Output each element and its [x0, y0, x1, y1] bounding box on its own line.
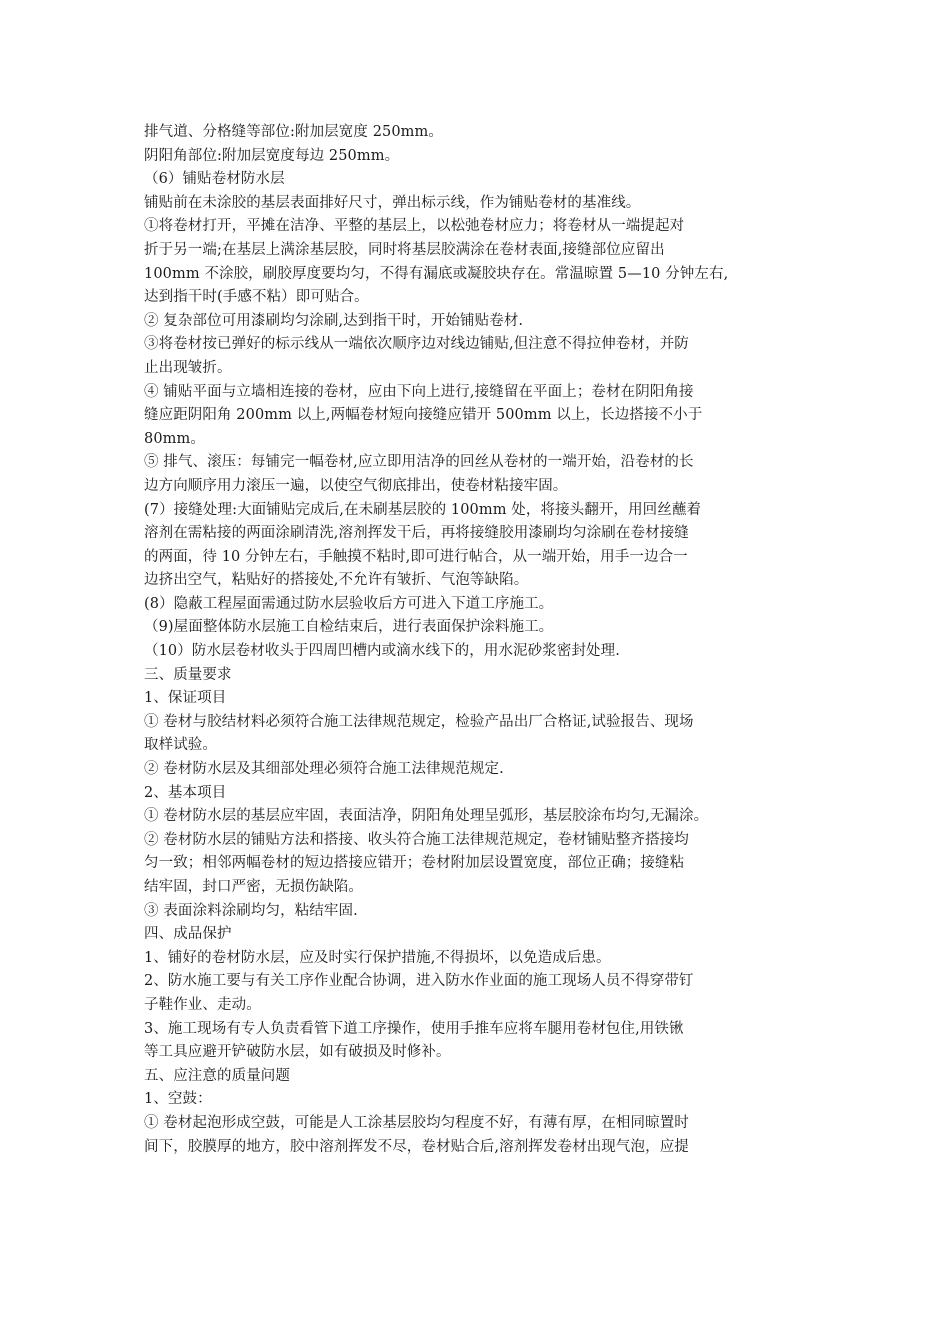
text-line: ② 复杂部位可用漆刷均匀涂刷,达到指干时，开始铺贴卷材.	[144, 312, 524, 329]
text-line: (8）隐蔽工程屋面需通过防水层验收后方可进入下道工序施工。	[144, 595, 554, 612]
text-line: 间下，胶膜厚的地方，胶中溶剂挥发不尽，卷材贴合后,溶剂挥发卷材出现气泡，应提	[144, 1138, 689, 1155]
text-line: ③将卷材按已弹好的标示线从一端依次顺序边对线边铺贴,但注意不得拉伸卷材，并防	[144, 336, 689, 353]
text-line: ① 卷材起泡形成空鼓，可能是人工涂基层胶均匀程度不好，有薄有厚，在相同晾置时	[144, 1114, 689, 1131]
text-line: ①将卷材打开，平摊在洁净、平整的基层上，以松弛卷材应力；将卷材从一端提起对	[144, 218, 685, 235]
text-line: 溶剂在需粘接的两面涂刷清洗,溶剂挥发干后，再将接缝胶用漆刷均匀涂刷在卷材接缝	[144, 525, 689, 542]
text-line: 的两面，待 10 分钟左右，手触摸不粘时,即可进行帖合，从一端开始，用手一边合一	[144, 548, 688, 565]
text-line: 2、防水施工要与有关工序作业配合协调，进入防水作业面的施工现场人员不得穿带钉	[144, 973, 694, 990]
text-line: 铺贴前在未涂胶的基层表面排好尺寸，弹出标示线，作为铺贴卷材的基准线。	[144, 194, 641, 211]
document-body	[144, 121, 824, 1159]
subsection-heading: 2、基本项目	[144, 784, 227, 801]
text-line: 阴阳角部位:附加层宽度每边 250mm。	[144, 147, 400, 164]
text-line: 100mm 不涂胶，刷胶厚度要均匀，不得有漏底或凝胶块存在。常温晾置 5—10 分钟左右,	[144, 265, 729, 282]
text-line: ② 卷材防水层的铺贴方法和搭接、收头符合施工法律规范规定，卷材铺贴整齐搭接均	[144, 831, 689, 848]
text-line: （10）防水层卷材收头于四周凹槽内或滴水线下的，用水泥砂浆密封处理.	[144, 643, 620, 660]
text-line: 80mm。	[144, 430, 205, 447]
text-line: 达到指干时(手感不粘）即可贴合。	[144, 289, 369, 306]
text-line: ① 卷材防水层的基层应牢固，表面洁净，阴阳角处理呈弧形，基层胶涂布均匀,无漏涂。	[144, 808, 709, 825]
text-line: 1、铺好的卷材防水层，应及时实行保护措施,不得损坏，以免造成后患。	[144, 949, 611, 966]
text-line: 止出现皱折。	[144, 359, 232, 376]
text-line: 等工具应避开铲破防水层，如有破损及时修补。	[144, 1044, 451, 1061]
text-line: (7）接缝处理:大面铺贴完成后,在未刷基层胶的 100mm 处，将接头翻开，用回丝蘸着	[144, 501, 702, 518]
text-line: 3、施工现场有专人负责看管下道工序操作，使用手推车应将车腿用卷材包住,用铁锹	[144, 1020, 684, 1037]
text-line: （9)屋面整体防水层施工自检结束后，进行表面保护涂料施工。	[144, 619, 554, 636]
text-line: ② 卷材防水层及其细部处理必须符合施工法律规范规定.	[144, 761, 504, 778]
subsection-heading: 1、空鼓：	[144, 1091, 212, 1108]
subsection-heading: 1、保证项目	[144, 690, 227, 707]
section-heading: 三、质量要求	[144, 666, 232, 683]
text-line: 排气道、分格缝等部位:附加层宽度 250mm。	[144, 124, 443, 140]
section-heading: 五、应注意的质量问题	[144, 1067, 290, 1084]
text-line: 子鞋作业、走动。	[144, 996, 261, 1013]
text-line: 缝应距阴阳角 200mm 以上,两幅卷材短向接缝应错开 500mm 以上，长边搭接不小于	[144, 407, 703, 424]
text-line: 取样试验。	[144, 737, 217, 754]
section-heading: 四、成品保护	[144, 926, 232, 943]
text-line: 结牢固，封口严密，无损伤缺陷。	[144, 879, 363, 895]
text-line: ③ 表面涂料涂刷均匀，粘结牢固.	[144, 902, 358, 919]
text-line: 边挤出空气，粘贴好的搭接处,不允许有皱折、气泡等缺陷。	[144, 572, 529, 589]
text-line: 折于另一端;在基层上满涂基层胶，同时将基层胶满涂在卷材表面,接缝部位应留出	[144, 241, 665, 258]
section-heading: （6）铺贴卷材防水层	[144, 171, 285, 188]
text-line: 边方向顺序用力滚压一遍，以使空气彻底排出，使卷材粘接牢固。	[144, 477, 568, 494]
text-line: ⑤ 排气、滚压：每铺完一幅卷材,应立即用洁净的回丝从卷材的一端开始，沿卷材的长	[144, 454, 694, 471]
text-line: ④ 铺贴平面与立墙相连接的卷材，应由下向上进行,接缝留在平面上；卷材在阴阳角接	[144, 383, 694, 400]
text-line: ① 卷材与胶结材料必须符合施工法律规范规定，检验产品出厂合格证,试验报告、现场	[144, 713, 694, 730]
text-line: 匀一致；相邻两幅卷材的短边搭接应错开；卷材附加层设置宽度，部位正确；接缝粘	[144, 855, 685, 872]
